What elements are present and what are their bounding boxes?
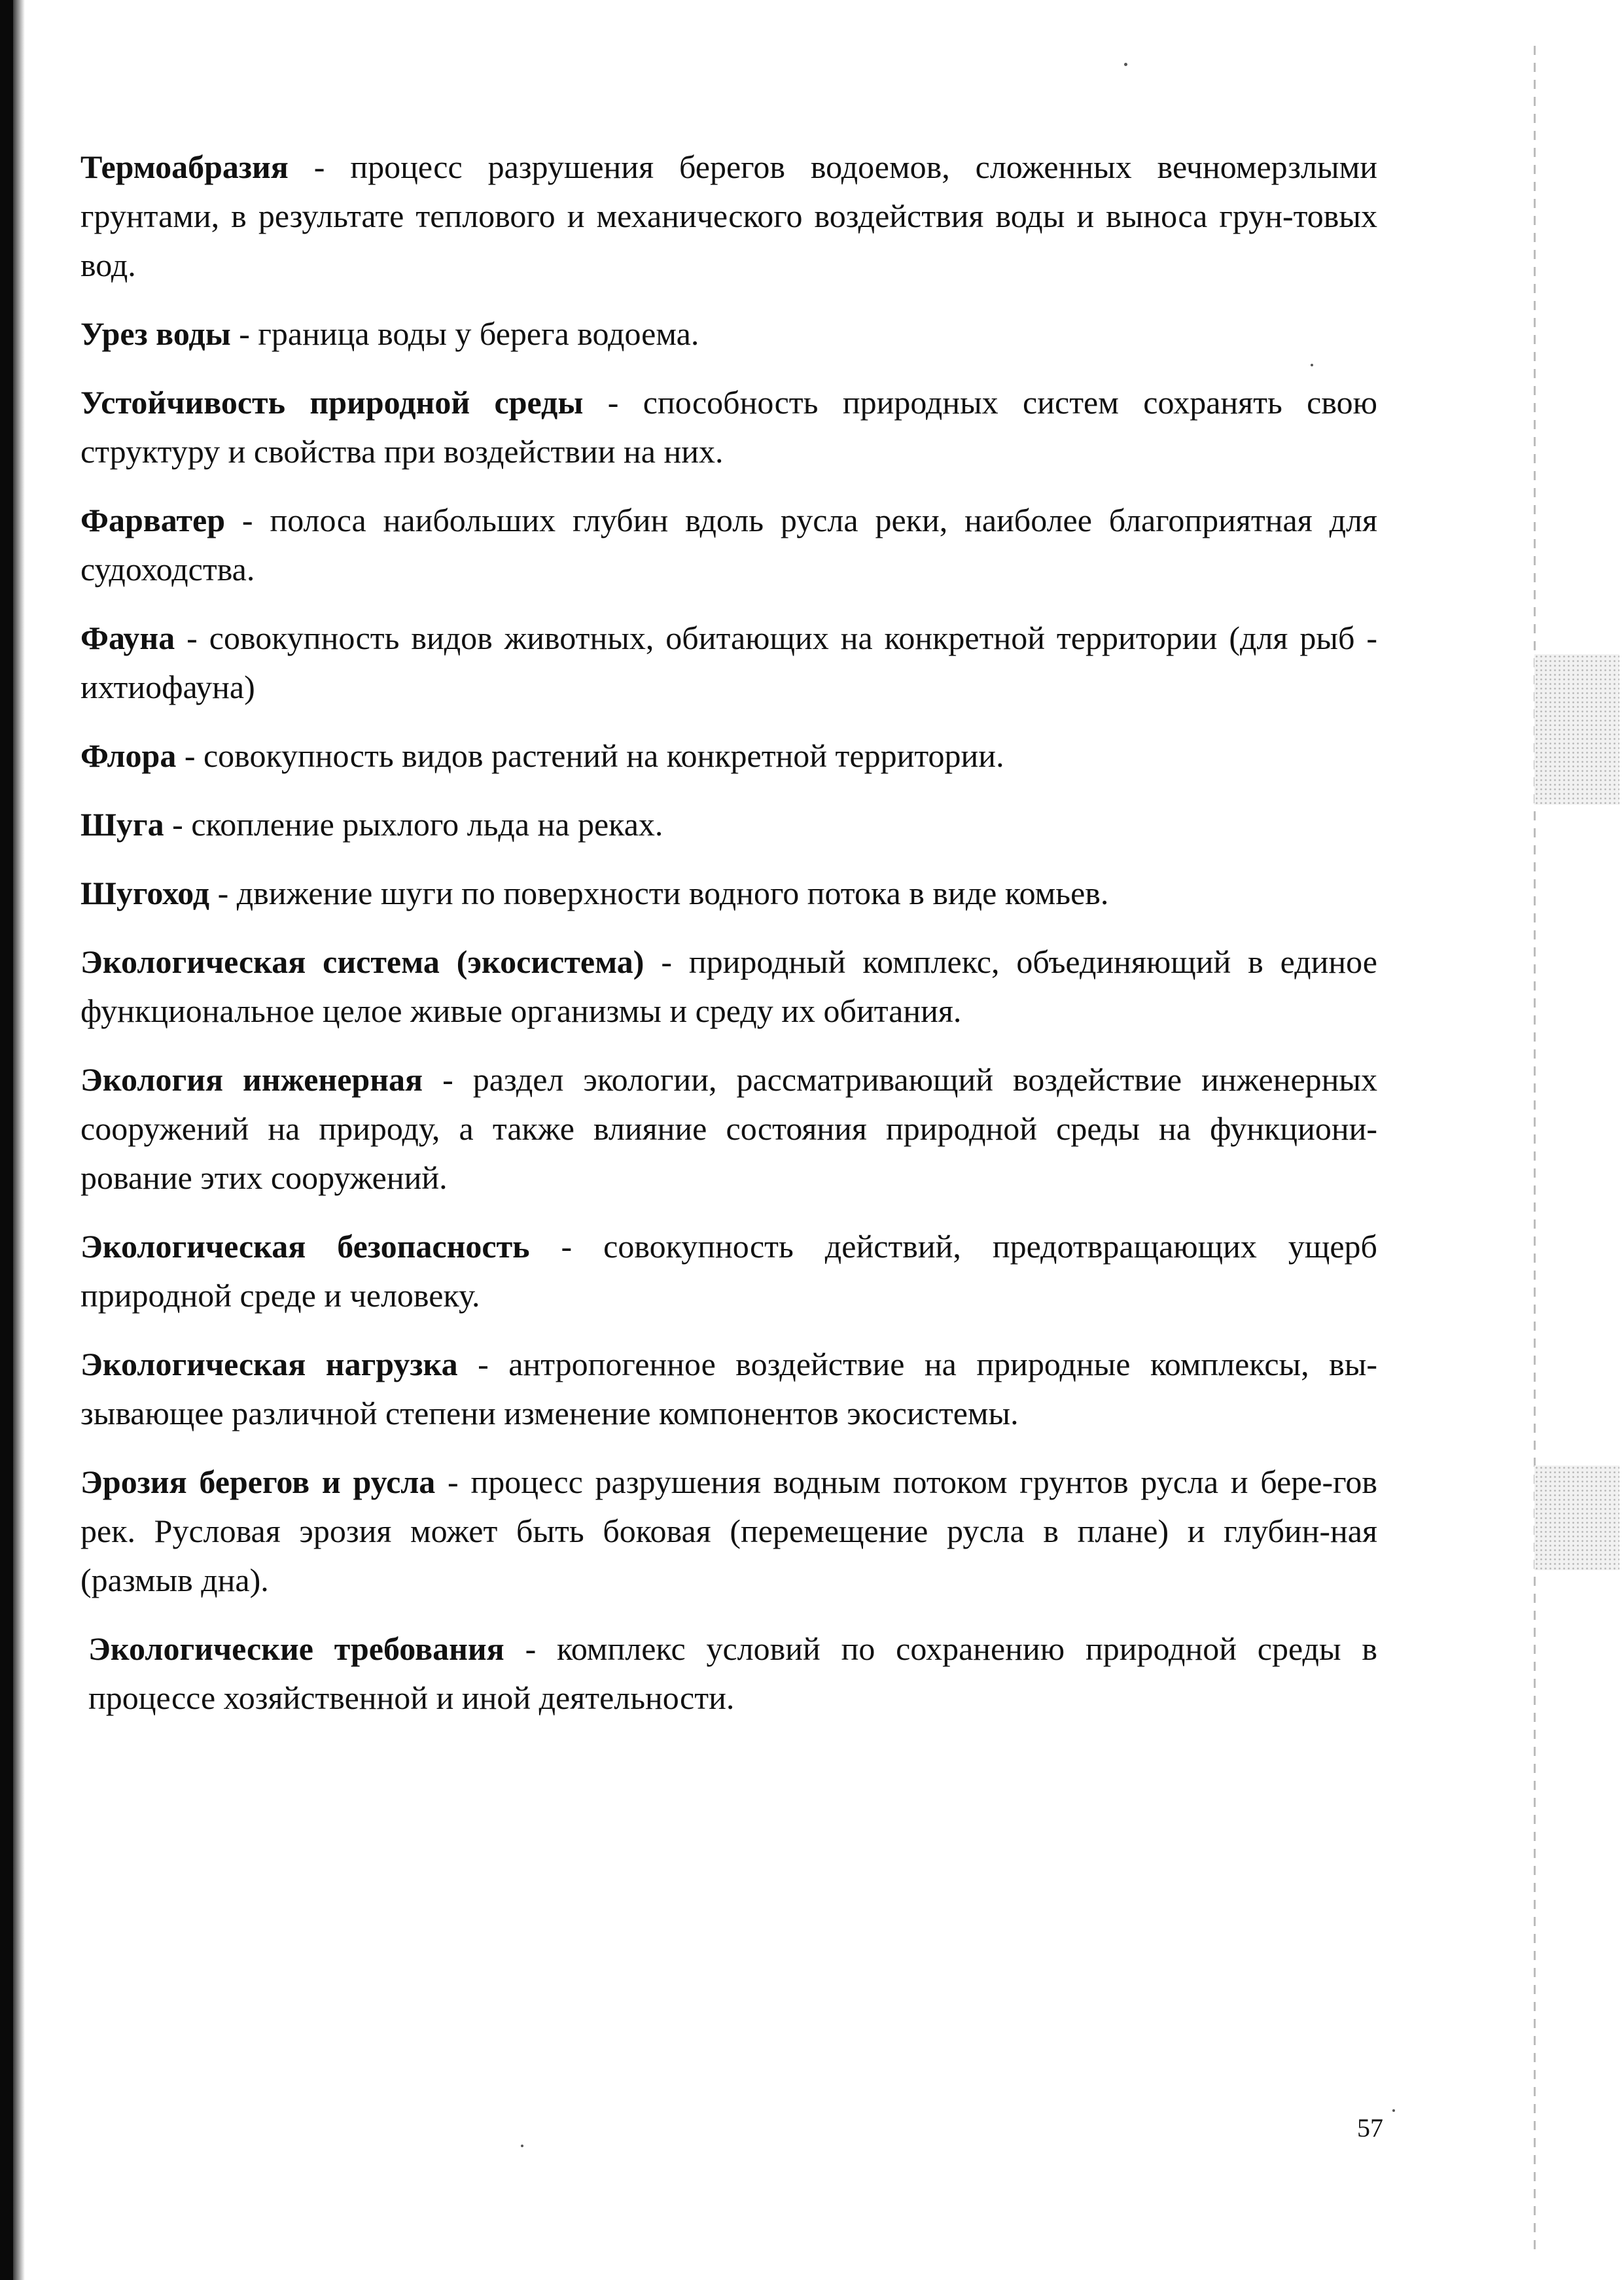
glossary-entry-fauna (80, 614, 1377, 712)
glossary-term: Экологические требования (88, 1630, 504, 1667)
glossary-entry-ecological-load (80, 1340, 1377, 1438)
glossary-term: Термоабразия (80, 149, 289, 185)
glossary-definition: - граница воды у берега водоема. (230, 315, 699, 352)
glossary-definition: - антропогенное воздействие на природные комплексы, вы-зывающее различной степени изменение компонентов экосистемы. (80, 1346, 1377, 1431)
scan-noise-patch (1534, 654, 1619, 805)
glossary-entry-fairway (80, 496, 1377, 594)
glossary-entry-ice-run (80, 869, 1377, 918)
scan-shadow-left-edge (0, 0, 13, 2280)
glossary-definition: - скопление рыхлого льда на реках. (164, 806, 663, 843)
glossary-entry-frazil-ice (80, 800, 1377, 849)
glossary-definition: - способность природных систем сохранять свою структуру и свойства при воздействии на них. (80, 384, 1377, 470)
glossary-definition: - комплекс условий по сохранению природной среды в процессе хозяйственной и иной деятельности. (88, 1630, 1378, 1716)
glossary-term: Экологическая система (экосистема) (80, 943, 644, 980)
glossary-entry-ecological-safety (80, 1222, 1377, 1320)
glossary-definition: - процесс разрушения берегов водоемов, сложенных вечномерзлыми грунтами, в результате теплового и механического воздействия воды и выноса грун-товых вод. (80, 149, 1377, 283)
glossary-term: Фарватер (80, 502, 226, 538)
glossary-term: Экологическая нагрузка (80, 1346, 458, 1382)
glossary-definition: - движение шуги по поверхности водного потока в виде комьев. (209, 875, 1109, 911)
glossary-entry-ecosystem (80, 938, 1377, 1036)
glossary-definition: - полоса наибольших глубин вдоль русла реки, наиболее благоприятная для судоходства. (80, 502, 1377, 588)
glossary-definition: - совокупность видов животных, обитающих на конкретной территории (для рыб - ихтиофауна) (80, 620, 1377, 705)
glossary-entry-erosion (80, 1458, 1377, 1605)
scan-noise-patch (1534, 1465, 1619, 1570)
glossary-definition: - процесс разрушения водным потоком грунтов русла и бере-гов рек. Русловая эрозия может быть боковая (перемещение русла в плане) и глубин-ная (размыв дна). (80, 1464, 1377, 1598)
glossary-entry-water-edge (80, 309, 1377, 359)
glossary-definition: - раздел экологии, рассматривающий воздействие инженерных сооружений на природу, а также влияние состояния природной среды на функциони-рование этих сооружений. (80, 1061, 1377, 1196)
glossary-entry-flora (80, 731, 1377, 780)
glossary-entry-ecological-requirements (88, 1624, 1377, 1723)
glossary-term: Шуга (80, 806, 164, 843)
scan-fold-right-edge (1534, 46, 1536, 2257)
glossary-entry-engineering-ecology (80, 1055, 1377, 1202)
glossary-term: Флора (80, 737, 177, 774)
glossary-term: Фауна (80, 620, 175, 656)
glossary-definition: - природный комплекс, объединяющий в единое функциональное целое живые организмы и среду их обитания. (80, 943, 1377, 1029)
glossary-term: Экология инженерная (80, 1061, 423, 1098)
glossary-entry-thermoabrasion (80, 143, 1377, 290)
scan-speck (1124, 63, 1127, 66)
scan-speck (521, 2145, 523, 2147)
glossary-definition: - совокупность видов растений на конкретной территории. (176, 737, 1004, 774)
scan-speck (1392, 2109, 1395, 2112)
glossary-entry-environment-stability (80, 378, 1377, 476)
glossary-term: Эрозия берегов и русла (80, 1464, 436, 1500)
page-number: 57 (1357, 2113, 1383, 2143)
glossary-term: Шугоход (80, 875, 210, 911)
glossary-term: Устойчивость природной среды (80, 384, 584, 421)
glossary-term: Экологическая безопасность (80, 1228, 530, 1265)
glossary-list (80, 143, 1377, 1742)
scan-shadow-left-fade (13, 0, 25, 2280)
glossary-term: Урез воды (80, 315, 231, 352)
glossary-definition: - совокупность действий, предотвращающих ущерб природной среде и человеку. (80, 1228, 1377, 1314)
